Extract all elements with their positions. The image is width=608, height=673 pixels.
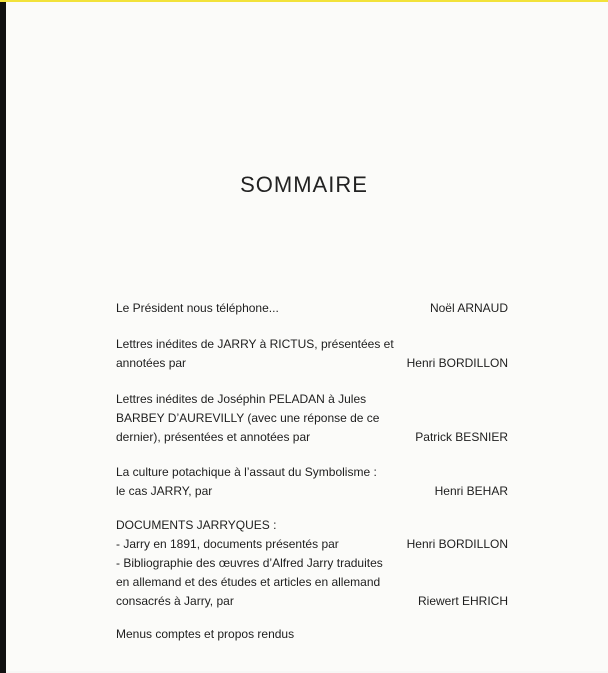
toc-entry-text: le cas JARRY, par: [116, 484, 213, 498]
toc-entry-text: annotées par: [116, 356, 187, 370]
toc-entry-2: [116, 335, 508, 373]
toc-entry-text: Lettres inédites de Joséphin PELADAN à Jules: [116, 392, 367, 406]
toc-entry-text: Le Président nous téléphone...: [116, 301, 279, 315]
toc-entry-text: BARBEY D’AUREVILLY (avec une réponse de ce: [116, 411, 380, 425]
toc-entry-author: Henri BEHAR: [434, 484, 508, 498]
toc-entry-5: [116, 516, 508, 611]
toc-entry-row: [116, 592, 508, 611]
toc-entry-text: consacrés à Jarry, par: [116, 594, 234, 608]
toc-entry-text: - Bibliographie des œuvres d’Alfred Jarry traduites: [116, 556, 383, 570]
toc-entry-6: [116, 625, 508, 644]
toc-entry-text: Lettres inédites de JARRY à RICTUS, présentées et: [116, 337, 394, 351]
toc-entry-text: La culture potachique à l’assaut du Symbolisme :: [116, 465, 377, 479]
toc-entry-author: Henri BORDILLON: [406, 537, 508, 551]
toc-entry-row: [116, 535, 508, 554]
toc-entry-author: Patrick BESNIER: [415, 430, 508, 444]
toc-entry-author: Noël ARNAUD: [429, 301, 508, 315]
toc-section-heading: DOCUMENTS JARRYQUES :: [116, 518, 277, 532]
toc-entry-author: Riewert EHRICH: [417, 594, 508, 608]
toc-entry-1: [116, 299, 508, 318]
toc-entry-text: en allemand et des études et articles en allemand: [116, 575, 381, 589]
toc-entry-row: [116, 428, 508, 447]
toc-entry-row: [116, 482, 508, 501]
page-title: SOMMAIRE: [240, 172, 368, 197]
toc-entry-row: [116, 299, 508, 318]
toc-entry-text: - Jarry en 1891, documents présentés par: [116, 537, 339, 551]
toc-entry-text: Menus comptes et propos rendus: [116, 627, 295, 641]
toc-entry-row: [116, 354, 508, 373]
toc-entry-text: dernier), présentées et annotées par: [116, 430, 311, 444]
toc-entry-4: [116, 463, 508, 501]
toc-entry-3: [116, 390, 508, 447]
page-spine: [0, 2, 6, 673]
toc-entry-author: Henri BORDILLON: [406, 356, 508, 370]
